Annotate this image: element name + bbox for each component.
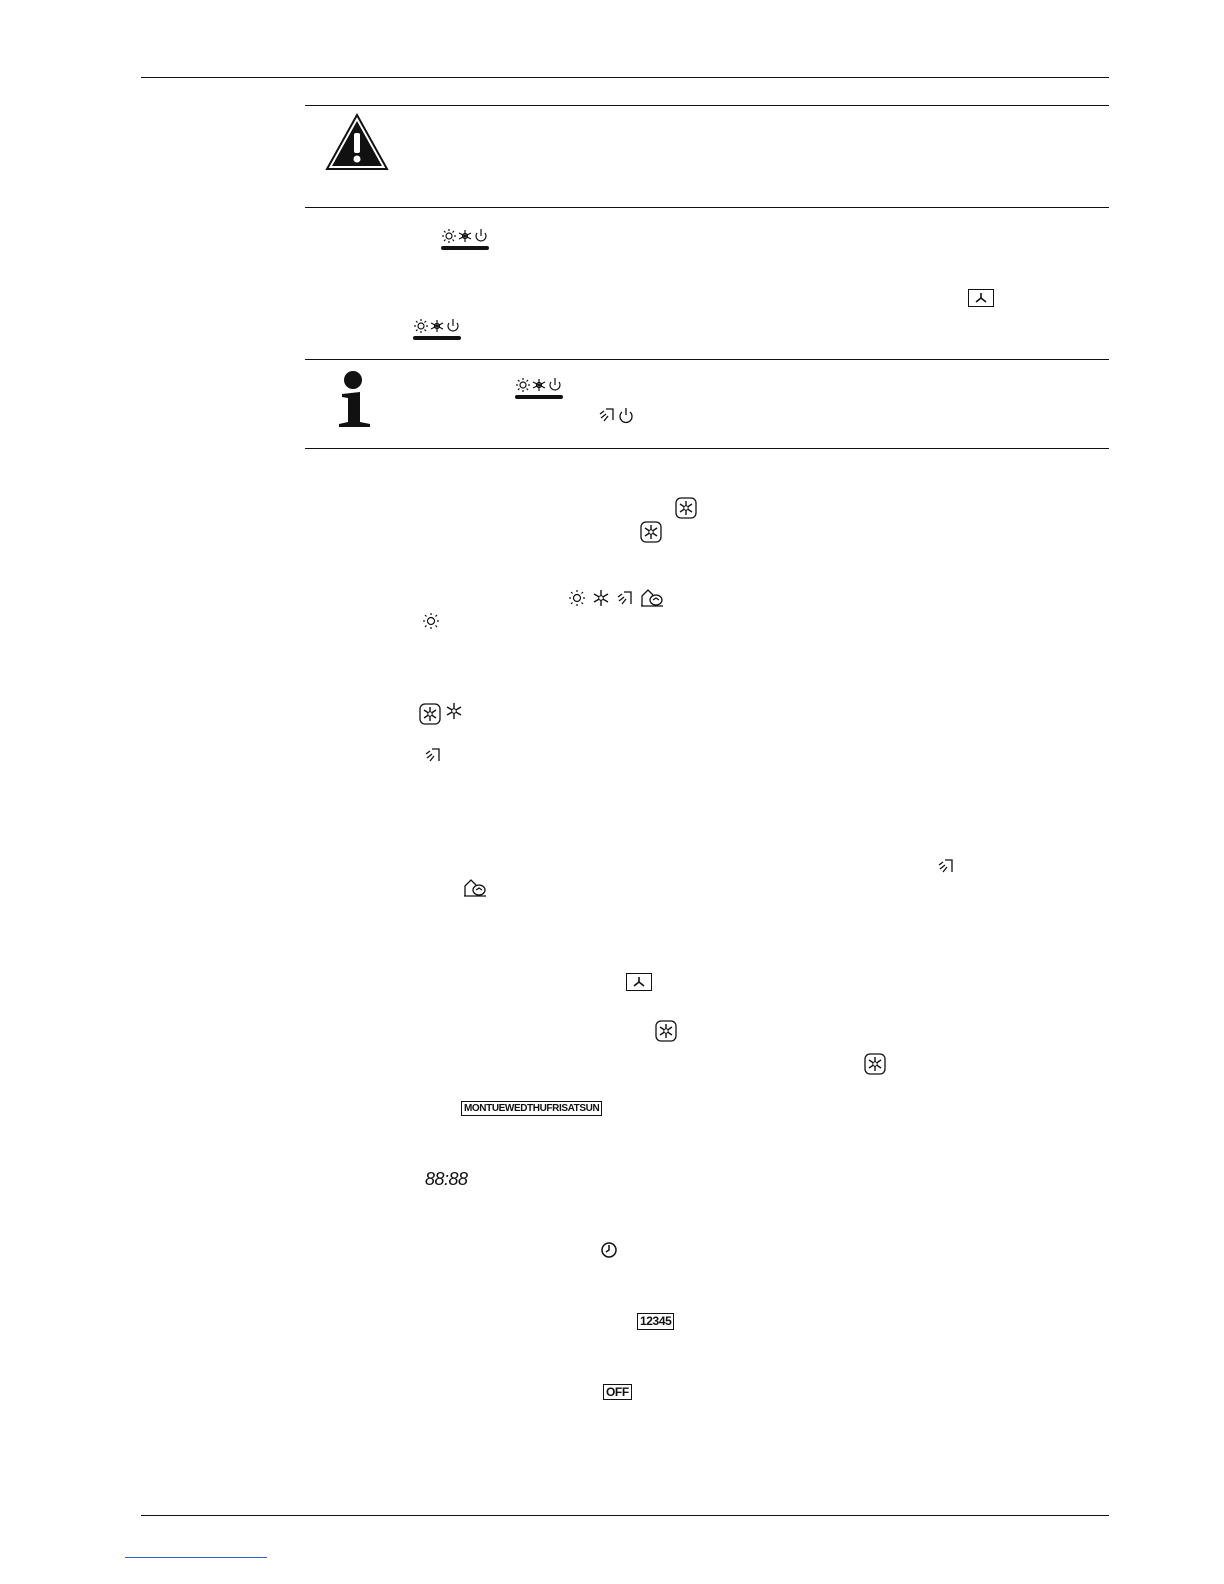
boxed-snowflake-icon: [675, 497, 697, 519]
weekdays-display: MONTUEWEDTHUFRISATSUN: [461, 1101, 602, 1116]
warning-block-bottom-rule: [305, 207, 1109, 208]
sun-icon: [568, 589, 586, 607]
house-icon: [640, 588, 664, 608]
info-block-bottom-rule: [305, 448, 1109, 449]
boxed-snowflake-icon: [864, 1053, 886, 1075]
snowflake-icon: [445, 702, 463, 720]
warning-block-top-rule: [305, 105, 1109, 106]
tap-water-icon: [937, 857, 957, 875]
snowflake-icon: [592, 589, 610, 607]
time-segments-display: 88:88: [425, 1169, 468, 1189]
boxed-snowflake-icon: [419, 703, 441, 725]
program-numbers-display: 12345: [637, 1313, 674, 1330]
boxed-snowflake-icon: [640, 521, 662, 543]
footer-link-underline[interactable]: [125, 1557, 267, 1558]
page-top-rule: [141, 77, 1109, 78]
operation-mode-icon: [413, 318, 462, 342]
sun-icon: [422, 612, 440, 630]
boxed-snowflake-icon: [655, 1020, 677, 1042]
operation-mode-icon: [515, 377, 564, 401]
tap-water-icon: [424, 746, 444, 764]
info-block-top-rule: [305, 359, 1109, 360]
operation-mode-icon: [441, 228, 490, 252]
clock-icon: [600, 1241, 618, 1259]
fan-boxed-icon: [626, 973, 652, 991]
page-bottom-rule: [141, 1515, 1109, 1516]
info-i-icon: [336, 370, 374, 430]
tap-water-icon: [616, 589, 636, 607]
house-icon: [463, 878, 487, 898]
tap-water-power-icon: [598, 406, 634, 424]
off-display: OFF: [603, 1384, 632, 1400]
warning-triangle-icon: [325, 113, 389, 171]
fan-boxed-icon: [968, 289, 994, 307]
